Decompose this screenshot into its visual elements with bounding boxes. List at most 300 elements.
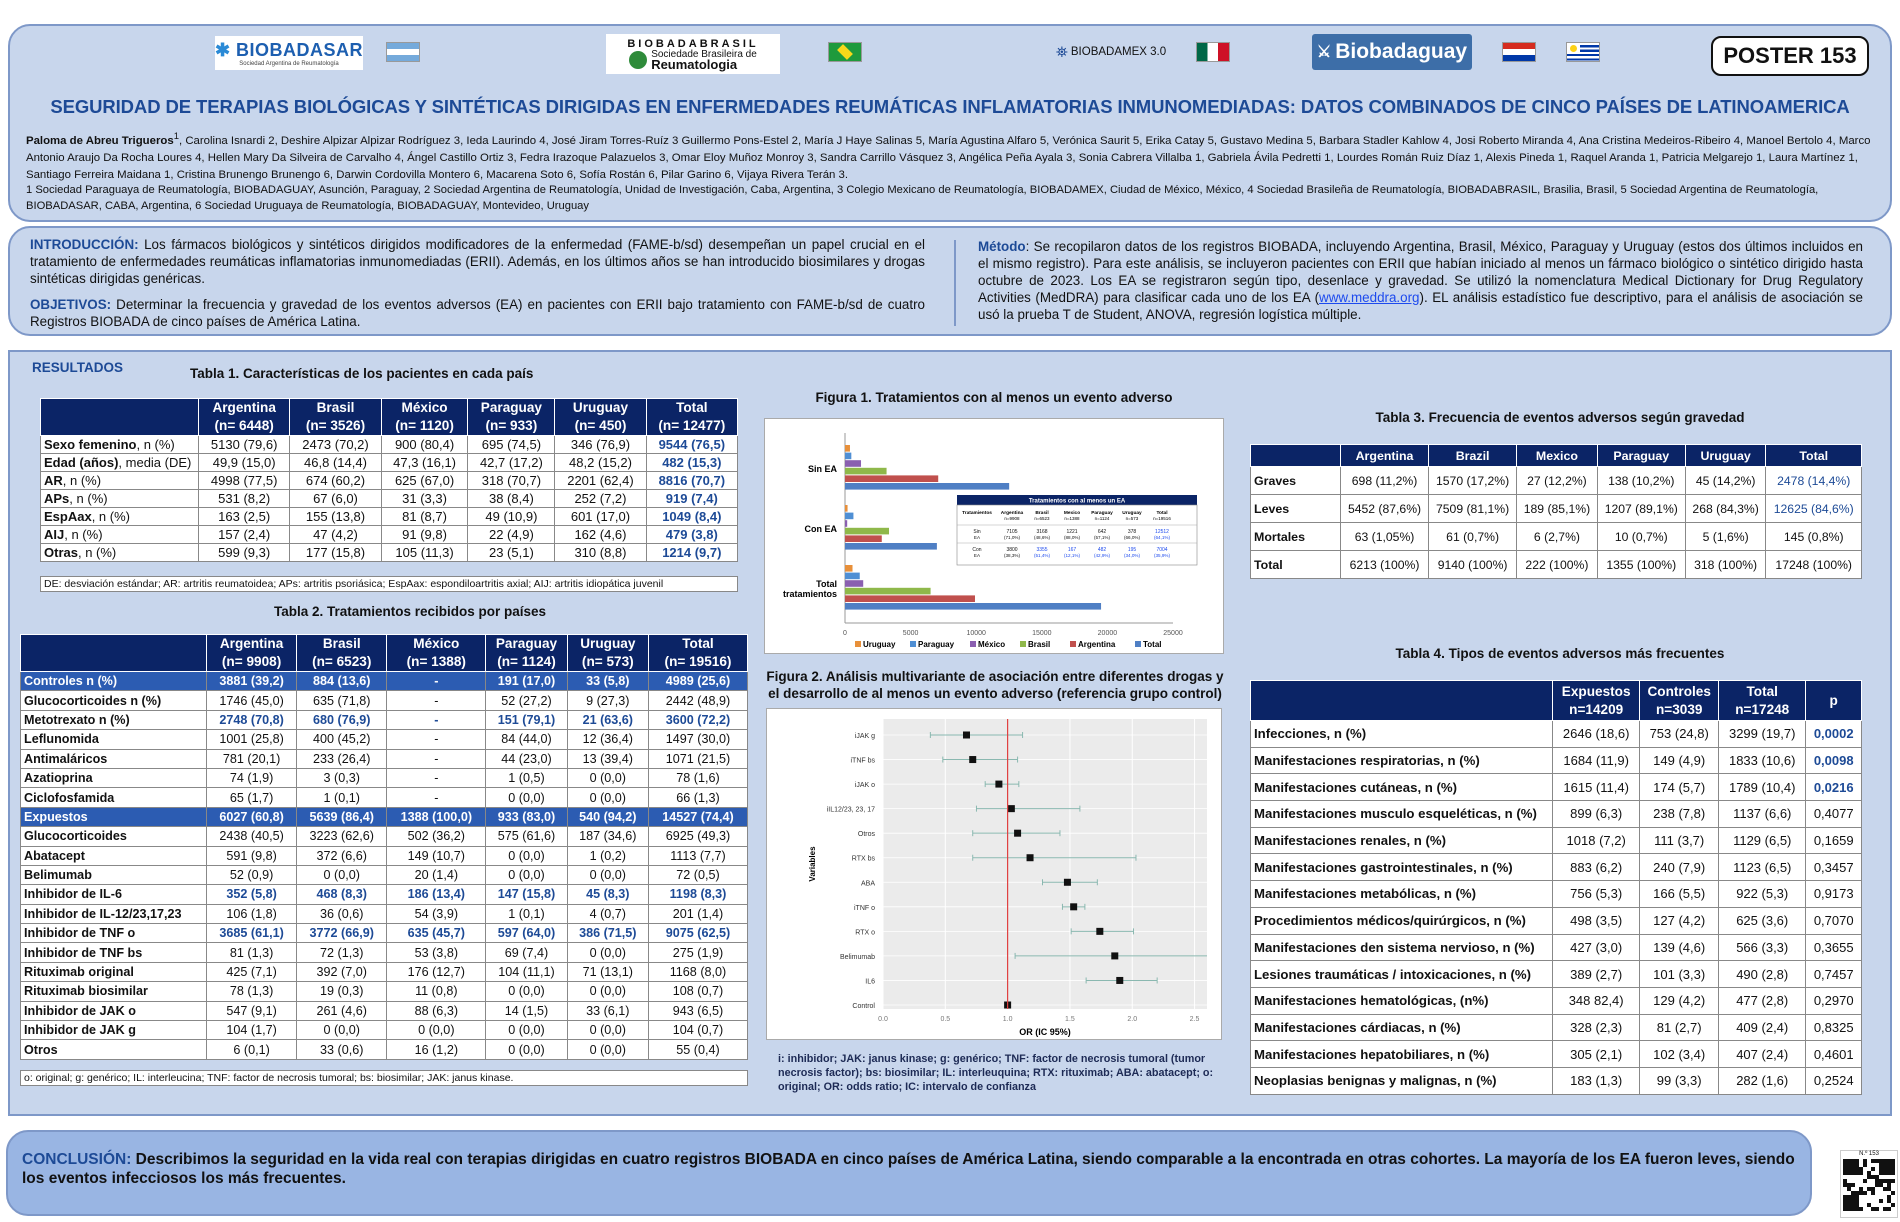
table4-cell: 0,7457 <box>1806 961 1862 988</box>
table2-cell: 65 (1,7) <box>207 788 297 807</box>
fig2-tick-label: 1.0 <box>1002 1016 1013 1023</box>
fig1-inset-cell-pct: (38,3%) <box>1003 553 1021 558</box>
qr-module <box>1871 1191 1875 1195</box>
fig2-y-axis-label: Variables <box>808 846 817 882</box>
table4-row-label: Manifestaciones metabólicas, n (%) <box>1251 881 1553 908</box>
figure1-title: Figura 1. Tratamientos con al menos un evento adverso <box>815 390 1173 405</box>
table1-cell: 599 (9,3) <box>199 544 290 562</box>
table2-row <box>21 982 748 1001</box>
table2-row-label: Inhibidor de TNF o <box>21 924 207 943</box>
fig2-tick-label: 1.5 <box>1065 1016 1075 1023</box>
table4-header-cell <box>1553 681 1640 721</box>
qr-module <box>1883 1207 1887 1211</box>
table4-header-name: Total <box>1746 683 1778 699</box>
table2-cell: 4989 (25,6) <box>648 672 747 691</box>
table1-cell: 49 (10,9) <box>468 508 555 526</box>
table2-header-name: Paraguay <box>495 636 558 651</box>
objectives-label: OBJETIVOS: <box>30 297 112 312</box>
qr-module <box>1859 1187 1863 1191</box>
table3-row <box>1251 523 1862 551</box>
table2-cell: 0 (0,0) <box>486 788 567 807</box>
table2-cell: 0 (0,0) <box>567 865 648 884</box>
fig1-inset-header-n: n=573 <box>1125 516 1139 521</box>
fig1-category-label: Con EA <box>804 524 837 534</box>
qr-module <box>1843 1195 1847 1199</box>
qr-module <box>1855 1191 1859 1195</box>
introduction-body: Los fármacos biológicos y sintéticos dirigidos modificadores de la enfermedad (FAME-b/sd) desempeñan un papel crucial en el tratamiento de enfermedades reumáticas inflamatorias inmunomediadas (ERII). Además, en los últimos años se han introducido biosimilares y drogas sintéticas dirigidas genéricas. <box>30 237 925 286</box>
table2-cell: 3 (0,3) <box>297 768 387 787</box>
fig1-inset-cell-pct: (71,0%) <box>1003 535 1021 540</box>
table2-cell: 2748 (70,8) <box>207 710 297 729</box>
table2-row <box>21 827 748 846</box>
fig2-tick-label: 0.0 <box>878 1016 888 1023</box>
qr-module <box>1883 1171 1887 1175</box>
fig1-inset-cell: 7105 <box>1006 529 1018 535</box>
table2-cell: 186 (13,4) <box>387 885 486 904</box>
qr-module <box>1855 1167 1859 1171</box>
table3-cell: 12625 (84,6%) <box>1766 495 1862 523</box>
table4-cell: 166 (5,5) <box>1640 881 1719 908</box>
table1-row-var: Sexo femenino <box>44 437 137 452</box>
fig1-legend-swatch <box>1070 641 1076 647</box>
table3-cell: 1207 (89,1%) <box>1597 495 1685 523</box>
fig2-or-point <box>1111 952 1118 959</box>
table2-cell: 54 (3,9) <box>387 904 486 923</box>
table1-row-var: APs <box>44 491 70 506</box>
qr-module <box>1887 1199 1891 1203</box>
table1-header-name: Uruguay <box>572 400 629 415</box>
intro-divider <box>954 240 956 326</box>
meddra-link[interactable]: www.meddra.org <box>1319 290 1420 305</box>
introduction-label: INTRODUCCIÓN: <box>30 237 139 252</box>
table2-cell: 3600 (72,2) <box>648 710 747 729</box>
table1-row <box>41 490 738 508</box>
fig1-category-label: tratamientos <box>782 589 837 599</box>
table2-header-name: Total <box>682 636 714 651</box>
fig1-inset-header: Tratamientos <box>962 511 992 516</box>
table4-row-label: Manifestaciones renales, n (%) <box>1251 827 1553 854</box>
fig2-variable-label: ABA <box>860 880 875 888</box>
qr-module <box>1843 1179 1847 1183</box>
table1-header-blank <box>41 399 199 436</box>
conclusion-label: CONCLUSIÓN: <box>22 1151 132 1168</box>
table3-row <box>1251 551 1862 579</box>
table1-cell: 67 (6,0) <box>290 490 381 508</box>
table4-cell: 127 (4,2) <box>1640 907 1719 934</box>
fig2-or-point <box>969 756 976 763</box>
qr-module <box>1867 1171 1871 1175</box>
table2-cell: 0 (0,0) <box>387 1021 486 1040</box>
table2-row-label: Metotrexato n (%) <box>21 710 207 729</box>
table2-row <box>21 672 748 691</box>
table3-header-cell: Uruguay <box>1685 445 1766 467</box>
fig1-inset-cell-pct: (88,0%) <box>1063 535 1081 540</box>
table4-cell: 1123 (6,5) <box>1719 854 1806 881</box>
table3-cell: 268 (84,3%) <box>1685 495 1766 523</box>
table4-row-label: Manifestaciones cutáneas, n (%) <box>1251 774 1553 801</box>
table4-row-label: Neoplasias benignas y malignas, n (%) <box>1251 1067 1553 1094</box>
biobadamex-logo: ⛯ BIOBADAMEX 3.0 <box>1055 43 1167 61</box>
fig2-tick-label: 2.0 <box>1127 1016 1138 1023</box>
qr-module <box>1863 1179 1867 1183</box>
fig2-variable-label: RTX o <box>855 929 875 937</box>
fig2-plot-bg <box>883 719 1207 1009</box>
qr-module <box>1871 1167 1875 1171</box>
table4-row <box>1251 774 1862 801</box>
table2-cell: 1 (0,5) <box>486 768 567 787</box>
qr-module <box>1891 1203 1895 1207</box>
table2-cell: 1001 (25,8) <box>207 730 297 749</box>
table2-cell: 9 (27,3) <box>567 691 648 710</box>
qr-module <box>1851 1203 1855 1207</box>
table4-row-label: Manifestaciones den sistema nervioso, n (%) <box>1251 934 1553 961</box>
table2-header-cell <box>387 635 486 672</box>
table1-cell: 2201 (62,4) <box>555 472 646 490</box>
qr-module <box>1883 1159 1887 1163</box>
qr-module <box>1855 1195 1859 1199</box>
table2-row-label: Inhibidor de IL-6 <box>21 885 207 904</box>
fig1-inset-header: Uruguay <box>1122 511 1142 516</box>
table4-cell: 238 (7,8) <box>1640 801 1719 828</box>
table4-cell: 129 (4,2) <box>1640 987 1719 1014</box>
table2-cell: 55 (0,4) <box>648 1040 747 1059</box>
table2-header-cell <box>207 635 297 672</box>
table2-cell: 44 (23,0) <box>486 749 567 768</box>
table2-cell: 88 (6,3) <box>387 1001 486 1020</box>
qr-module <box>1879 1159 1883 1163</box>
table2-cell: 104 (1,7) <box>207 1021 297 1040</box>
table2-cell: 0 (0,0) <box>567 788 648 807</box>
table1-cell: 310 (8,8) <box>555 544 646 562</box>
fig1-inset-cell-pct: (12,1%) <box>1063 553 1081 558</box>
table2-cell: 33 (5,8) <box>567 672 648 691</box>
fig1-legend-swatch <box>1135 641 1141 647</box>
table2-cell: 275 (1,9) <box>648 943 747 962</box>
qr-module <box>1871 1175 1875 1179</box>
table1-row-var: EspAax <box>44 509 92 524</box>
fig1-inset-cell: 378 <box>1127 529 1137 535</box>
qr-module <box>1875 1175 1879 1179</box>
table2-header-name: Uruguay <box>580 636 636 651</box>
table4-row <box>1251 881 1862 908</box>
table2-row-label: Rituximab biosimilar <box>21 982 207 1001</box>
brazil-flag-icon <box>828 42 862 62</box>
table1-row-label <box>41 472 199 490</box>
table4-row <box>1251 827 1862 854</box>
qr-module <box>1871 1187 1875 1191</box>
fig1-inset-cell-pct: (48,6%) <box>1033 535 1051 540</box>
qr-module <box>1859 1171 1863 1175</box>
table1-header-n: (n= 1120) <box>395 418 454 433</box>
table2-cell: 147 (15,8) <box>486 885 567 904</box>
qr-module <box>1879 1183 1883 1187</box>
table2-cell: 425 (7,1) <box>207 962 297 981</box>
qr-module <box>1843 1163 1847 1167</box>
table2-row-label: Controles n (%) <box>21 672 207 691</box>
qr-module <box>1859 1191 1863 1195</box>
table4-cell: 348 82,4) <box>1553 987 1640 1014</box>
table2-cell: 11 (0,8) <box>387 982 486 1001</box>
table2-cell: 943 (6,5) <box>648 1001 747 1020</box>
table2-cell: 104 (11,1) <box>486 962 567 981</box>
table1-row-label <box>41 436 199 454</box>
table4-row-label: Lesiones traumáticas / intoxicaciones, n (%) <box>1251 961 1553 988</box>
table3-header-cell: Total <box>1766 445 1862 467</box>
table2-cell: 33 (6,1) <box>567 1001 648 1020</box>
fig2-variable-label: iJAK g <box>854 733 875 740</box>
table2-row-label: Ciclofosfamida <box>21 788 207 807</box>
table2-header-cell <box>486 635 567 672</box>
table4-cell: 111 (3,7) <box>1640 827 1719 854</box>
qr-module <box>1851 1199 1855 1203</box>
table4-cell: 1833 (10,6) <box>1719 747 1806 774</box>
conclusion-body: Describimos la seguridad en la vida real con terapias dirigidas en cuatro registros BIOBADA en cinco países de América Latina, siendo comparable a la encontrada en otras cohortes. La mayoría de los EA fueron leves, siendo los eventos infecciosos los más frecuentes. <box>22 1151 1795 1187</box>
qr-module <box>1847 1187 1851 1191</box>
table3-header-cell: Paraguay <box>1597 445 1685 467</box>
fig1-inset-cell-pct: (42,9%) <box>1093 553 1111 558</box>
table2-row <box>21 768 748 787</box>
table2-cell: 20 (1,4) <box>387 865 486 884</box>
results-label: RESULTADOS <box>32 360 123 375</box>
table2-cell: 2438 (40,5) <box>207 827 297 846</box>
table2-cell: 33 (0,6) <box>297 1040 387 1059</box>
table1-cell: 162 (4,6) <box>555 526 646 544</box>
fig1-bar <box>845 520 847 527</box>
method-label: Método <box>978 239 1026 254</box>
table4-header-blank <box>1251 681 1553 721</box>
table2-row <box>21 788 748 807</box>
fig1-bar <box>845 505 848 512</box>
table4-cell: 174 (5,7) <box>1640 774 1719 801</box>
table2-row <box>21 865 748 884</box>
fig1-inset-cell: 1221 <box>1066 529 1078 535</box>
qr-module <box>1847 1195 1851 1199</box>
table2-cell: 71 (13,1) <box>567 962 648 981</box>
table3-cell: 10 (0,7%) <box>1597 523 1685 551</box>
author-list <box>26 128 1880 184</box>
table2-row-label: Expuestos <box>21 807 207 826</box>
table2-row-label: Azatioprina <box>21 768 207 787</box>
qr-module <box>1863 1191 1867 1195</box>
table4-cell: 149 (4,9) <box>1640 747 1719 774</box>
table2-row <box>21 962 748 981</box>
table3-cell: 45 (14,2%) <box>1685 467 1766 495</box>
fig1-legend-label: Uruguay <box>863 640 896 649</box>
fig1-inset-cell-pct: (66,0%) <box>1123 535 1141 540</box>
qr-module <box>1891 1191 1895 1195</box>
qr-module <box>1863 1159 1867 1163</box>
table2-row-label: Inhibidor de JAK o <box>21 1001 207 1020</box>
fig1-inset-cell: 3800 <box>1006 547 1018 553</box>
table2-cell: 0 (0,0) <box>297 865 387 884</box>
qr-module <box>1863 1163 1867 1167</box>
table4-cell: 0,4077 <box>1806 801 1862 828</box>
table4-cell: 566 (3,3) <box>1719 934 1806 961</box>
fig1-bar <box>845 445 850 452</box>
qr-module <box>1843 1159 1847 1163</box>
qr-code-box[interactable] <box>1840 1150 1898 1218</box>
table4-cell: 139 (4,6) <box>1640 934 1719 961</box>
qr-module <box>1851 1171 1855 1175</box>
table1-row-unit: , n (%) <box>77 545 117 560</box>
table2-cell: 84 (44,0) <box>486 730 567 749</box>
table3-cell: 1355 (100%) <box>1597 551 1685 579</box>
table2-cell: 0 (0,0) <box>486 1040 567 1059</box>
table4-cell: 101 (3,3) <box>1640 961 1719 988</box>
table2-cell: 933 (83,0) <box>486 807 567 826</box>
fig1-tick-label: 25000 <box>1163 630 1183 637</box>
table1-row-unit: , media (DE) <box>118 455 192 470</box>
table1-header-cell <box>381 399 468 436</box>
table2-cell: 151 (79,1) <box>486 710 567 729</box>
table2-cell: 3772 (66,9) <box>297 924 387 943</box>
table2-row-label: Belimumab <box>21 865 207 884</box>
fig2-variable-label: Belimumab <box>839 953 875 961</box>
table1-cell: 48,2 (15,2) <box>555 454 646 472</box>
figure2-forest-plot <box>766 708 1222 1040</box>
fig1-bar <box>845 595 975 602</box>
table4-row <box>1251 907 1862 934</box>
fig1-inset-cell: 3355 <box>1036 547 1048 553</box>
fig2-variable-label: iTNF bs <box>850 757 875 765</box>
table2-row <box>21 943 748 962</box>
table2-cell: 781 (20,1) <box>207 749 297 768</box>
table2-header-n: (n= 19516) <box>664 654 732 669</box>
qr-module <box>1891 1179 1895 1183</box>
fig1-bar <box>845 475 938 482</box>
table4-cell: 0,0216 <box>1806 774 1862 801</box>
fig1-legend-swatch <box>970 641 976 647</box>
table4-cell: 0,2524 <box>1806 1067 1862 1094</box>
table2-cell: 104 (0,7) <box>648 1021 747 1040</box>
table1-cell: 9544 (76,5) <box>646 436 737 454</box>
table2-cell: 66 (1,3) <box>648 788 747 807</box>
table2-cell: 468 (8,3) <box>297 885 387 904</box>
table4-cell: 0,0098 <box>1806 747 1862 774</box>
table2-cell: 1 (0,2) <box>567 846 648 865</box>
table4-cell: 389 (2,7) <box>1553 961 1640 988</box>
table4-cell: 477 (2,8) <box>1719 987 1806 1014</box>
fig1-legend-swatch <box>910 641 916 647</box>
qr-module <box>1859 1167 1863 1171</box>
fig1-tick-label: 15000 <box>1032 630 1052 637</box>
table1-cell: 163 (2,5) <box>199 508 290 526</box>
table4-cell: 427 (3,0) <box>1553 934 1640 961</box>
table2-row-label: Abatacept <box>21 846 207 865</box>
table4-row-label: Manifestaciones hematológicas, (n%) <box>1251 987 1553 1014</box>
table2-cell: - <box>387 672 486 691</box>
table2-cell: 149 (10,7) <box>387 846 486 865</box>
table2-cell: 680 (76,9) <box>297 710 387 729</box>
table4-cell: 183 (1,3) <box>1553 1067 1640 1094</box>
table2-header-n: (n= 6523) <box>312 654 372 669</box>
table1-header-cell <box>290 399 381 436</box>
figure2-caption: i: inhibidor; JAK: janus kinase; g: genérico; TNF: factor de necrosis tumoral (tumor necrosis factor); bs: biosimilar; IL: interleuquina; RTX: rituximab; ABA: abatacept; o: original; OR: odds ratio; IC: intervalo de confianza <box>778 1053 1214 1093</box>
table2-cell: 45 (8,3) <box>567 885 648 904</box>
fig2-or-point <box>1014 830 1021 837</box>
table4-cell: 0,8325 <box>1806 1014 1862 1041</box>
qr-module <box>1875 1207 1879 1211</box>
table2-cell: 3881 (39,2) <box>207 672 297 691</box>
fig1-inset-header: Total <box>1156 511 1168 516</box>
table2-cell: 176 (12,7) <box>387 962 486 981</box>
table2-cell: 16 (1,2) <box>387 1040 486 1059</box>
fig2-or-point <box>963 732 970 739</box>
table2-cell: 74 (1,9) <box>207 768 297 787</box>
fig1-tick-label: 0 <box>843 630 847 637</box>
table1-cell: 91 (9,8) <box>381 526 468 544</box>
fig2-or-point <box>1064 879 1071 886</box>
qr-module <box>1879 1179 1883 1183</box>
table3-cell: 9140 (100%) <box>1429 551 1517 579</box>
qr-code-icon <box>1843 1159 1895 1211</box>
table2-cell: 187 (34,6) <box>567 827 648 846</box>
table3-cell: 189 (85,1%) <box>1517 495 1598 523</box>
table2-row <box>21 846 748 865</box>
table2-header-name: Brasil <box>322 636 361 651</box>
table4-header-n: n=14209 <box>1569 701 1624 717</box>
table4-row <box>1251 961 1862 988</box>
table3-cell: 6 (2,7%) <box>1517 523 1598 551</box>
table2-header-name: México <box>413 636 460 651</box>
table4-title: Tabla 4. Tipos de eventos adversos más frecuentes <box>1395 646 1725 661</box>
table1-header-name: Paraguay <box>480 400 542 415</box>
table1-header-cell <box>468 399 555 436</box>
qr-module <box>1887 1159 1891 1163</box>
table4-row-label: Procedimientos médicos/quirúrgicos, n (%) <box>1251 907 1553 934</box>
table2-cell: 21 (63,6) <box>567 710 648 729</box>
qr-module <box>1891 1171 1895 1175</box>
table1-cell: 2473 (70,2) <box>290 436 381 454</box>
qr-module <box>1879 1171 1883 1175</box>
fig1-legend-label: Total <box>1143 640 1162 649</box>
qr-module <box>1883 1163 1887 1167</box>
table2-cell: 0 (0,0) <box>567 1040 648 1059</box>
table2-cell: 191 (17,0) <box>486 672 567 691</box>
table2-cell: 201 (1,4) <box>648 904 747 923</box>
table2-row-label: Rituximab original <box>21 962 207 981</box>
qr-module <box>1855 1199 1859 1203</box>
table2-header-n: (n= 573) <box>581 654 634 669</box>
qr-module <box>1851 1207 1855 1211</box>
fig1-inset-cell: 3168 <box>1036 529 1048 535</box>
table1-row-label <box>41 526 199 544</box>
qr-module <box>1855 1163 1859 1167</box>
table3-cell: 698 (11,2%) <box>1341 467 1429 495</box>
fig1-bar <box>845 565 853 572</box>
fig1-legend-label: Paraguay <box>918 640 955 649</box>
qr-module <box>1843 1203 1847 1207</box>
table2-cell: 540 (94,2) <box>567 807 648 826</box>
fig1-inset-header-n: n=6523 <box>1034 516 1050 521</box>
table4-row <box>1251 1014 1862 1041</box>
table2-header-row <box>21 635 748 672</box>
table3-cell: 27 (12,2%) <box>1517 467 1598 495</box>
table2-cell: 0 (0,0) <box>567 768 648 787</box>
conclusion-text <box>22 1150 1798 1188</box>
fig1-inset-cell-pct: (64,1%) <box>1153 535 1171 540</box>
fig1-bar <box>845 460 861 467</box>
fig1-bar <box>845 580 863 587</box>
table2-cell: 635 (45,7) <box>387 924 486 943</box>
table1-row-label <box>41 508 199 526</box>
table3-row-label: Total <box>1251 551 1341 579</box>
table4-cell: 99 (3,3) <box>1640 1067 1719 1094</box>
fig1-bar <box>845 543 937 550</box>
qr-module <box>1851 1183 1855 1187</box>
table1-cell: 5130 (79,6) <box>199 436 290 454</box>
qr-module <box>1847 1207 1851 1211</box>
